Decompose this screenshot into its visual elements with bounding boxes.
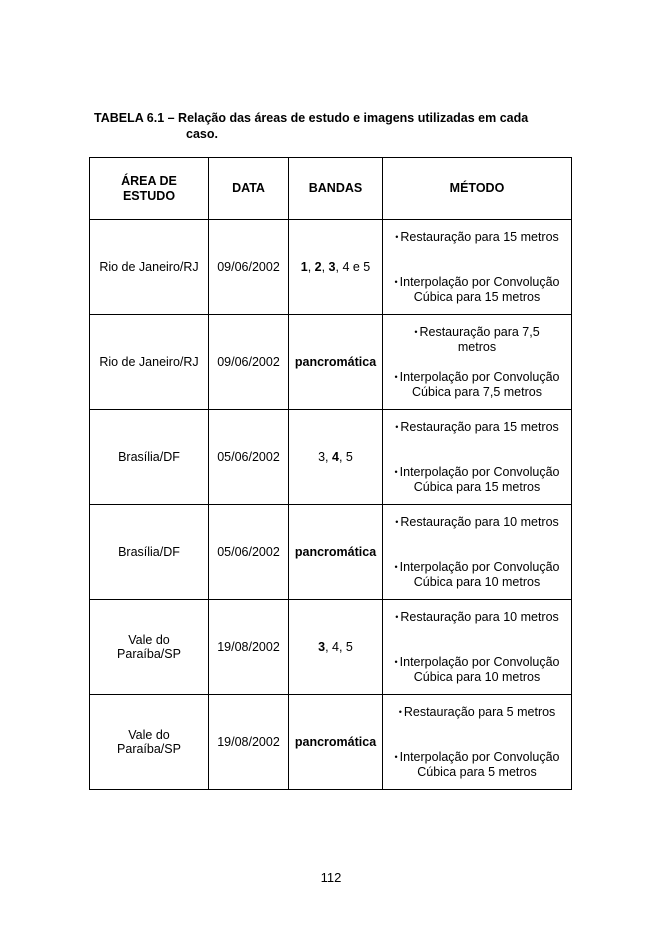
date-cell: 09/06/2002 (209, 315, 289, 410)
bullet-icon: • (394, 656, 398, 667)
method-interpolation-line-1: Interpolação por Convolução (399, 654, 560, 669)
area-line-1: Rio de Janeiro/RJ (99, 260, 199, 274)
method-interpolation-line-2: Cúbica para 10 metros (413, 574, 541, 589)
header-area-line-1: ÁREA DE (121, 173, 177, 188)
method-interpolation (383, 370, 571, 400)
method-restoration-text: Restauração para 15 metros (400, 229, 559, 244)
area-line-1: Brasília/DF (118, 450, 180, 464)
area-line-2: Paraíba/SP (117, 647, 181, 661)
header-metodo: MÉTODO (383, 158, 572, 220)
area-cell (90, 695, 209, 790)
band-bold: 4 (332, 450, 339, 464)
area-cell (90, 315, 209, 410)
method-restoration-text: Restauração para 15 metros (400, 419, 559, 434)
band-sep-2: , (321, 260, 329, 274)
method-interpolation (383, 275, 571, 305)
method-interpolation-line-1: Interpolação por Convolução (399, 559, 560, 574)
band-rest: , 4 e 5 (335, 260, 371, 274)
bullet-icon: • (395, 516, 399, 527)
method-restoration (383, 610, 571, 625)
method-interpolation (383, 750, 571, 780)
bands-cell (289, 600, 383, 695)
header-data: DATA (209, 158, 289, 220)
bands-cell (289, 410, 383, 505)
area-line-1: Brasília/DF (118, 545, 180, 559)
area-line-1: Vale do (128, 633, 170, 647)
method-cell (383, 220, 572, 315)
bullet-icon: • (394, 466, 398, 477)
table-row (90, 505, 572, 600)
table-row (90, 695, 572, 790)
method-restoration-text: Restauração para 10 metros (400, 609, 559, 624)
bands-cell (289, 505, 383, 600)
method-interpolation-line-2: Cúbica para 10 metros (413, 669, 541, 684)
band-post: , 4, 5 (325, 640, 353, 654)
band-bold-3: 3 (328, 260, 336, 274)
method-restoration (383, 420, 571, 435)
band-pre: 3, (318, 450, 333, 464)
band-panchromatic: pancromática (294, 355, 377, 369)
table-row (90, 315, 572, 410)
method-cell (383, 410, 572, 505)
method-restoration (383, 325, 571, 355)
bullet-icon: • (398, 706, 402, 717)
header-bandas: BANDAS (289, 158, 383, 220)
band-bold-2: 2 (314, 260, 322, 274)
method-interpolation-line-1: Interpolação por Convolução (399, 464, 560, 479)
method-cell (383, 600, 572, 695)
method-interpolation-line-1: Interpolação por Convolução (399, 369, 560, 384)
method-restoration-text: Restauração para 10 metros (400, 514, 559, 529)
table-caption (94, 110, 574, 142)
date-cell: 05/06/2002 (209, 410, 289, 505)
method-restoration-text: Restauração para 7,5 (419, 324, 540, 339)
table-row (90, 410, 572, 505)
date-cell: 19/08/2002 (209, 695, 289, 790)
bullet-icon: • (394, 561, 398, 572)
header-area (90, 158, 209, 220)
area-cell (90, 505, 209, 600)
bullet-icon: • (395, 611, 399, 622)
page-number: 112 (320, 870, 342, 885)
area-line-2: Paraíba/SP (117, 742, 181, 756)
method-interpolation-line-2: Cúbica para 15 metros (413, 289, 541, 304)
study-areas-table (89, 157, 572, 790)
bands-cell (289, 315, 383, 410)
table-header-row (90, 158, 572, 220)
method-interpolation-line-2: Cúbica para 5 metros (417, 764, 537, 779)
date-cell: 19/08/2002 (209, 600, 289, 695)
band-bold-1: 1 (300, 260, 308, 274)
method-interpolation-line-2: Cúbica para 7,5 metros (412, 384, 542, 399)
band-panchromatic: pancromática (294, 545, 377, 559)
date-cell: 09/06/2002 (209, 220, 289, 315)
table-row (90, 220, 572, 315)
caption-line-2: caso. (186, 127, 218, 141)
bullet-icon: • (395, 421, 399, 432)
method-interpolation-line-1: Interpolação por Convolução (399, 274, 560, 289)
bullet-icon: • (394, 751, 398, 762)
area-cell (90, 600, 209, 695)
method-interpolation-line-1: Interpolação por Convolução (399, 749, 560, 764)
area-line-1: Vale do (128, 728, 170, 742)
method-restoration-text: Restauração para 5 metros (403, 704, 556, 719)
bullet-icon: • (394, 276, 398, 287)
method-cell (383, 315, 572, 410)
band-bold: 3 (318, 640, 326, 654)
method-restoration (383, 705, 571, 720)
caption-line-1: TABELA 6.1 – Relação das áreas de estudo e imagens utilizadas em cada (94, 111, 529, 125)
method-restoration (383, 230, 571, 245)
area-cell (90, 410, 209, 505)
method-restoration (383, 515, 571, 530)
method-restoration-text-2: metros (457, 339, 497, 354)
method-interpolation (383, 655, 571, 685)
band-post: , 5 (338, 450, 353, 464)
header-area-line-2: ESTUDO (122, 188, 176, 203)
bands-cell (289, 220, 383, 315)
bullet-icon: • (414, 326, 418, 337)
band-sep-1: , (307, 260, 315, 274)
band-panchromatic: pancromática (294, 735, 377, 749)
bullet-icon: • (394, 371, 398, 382)
method-cell (383, 695, 572, 790)
table-row (90, 600, 572, 695)
date-cell: 05/06/2002 (209, 505, 289, 600)
area-cell (90, 220, 209, 315)
bands-cell (289, 695, 383, 790)
method-cell (383, 505, 572, 600)
method-interpolation (383, 465, 571, 495)
bullet-icon: • (395, 231, 399, 242)
area-line-1: Rio de Janeiro/RJ (99, 355, 199, 369)
method-interpolation-line-2: Cúbica para 15 metros (413, 479, 541, 494)
method-interpolation (383, 560, 571, 590)
